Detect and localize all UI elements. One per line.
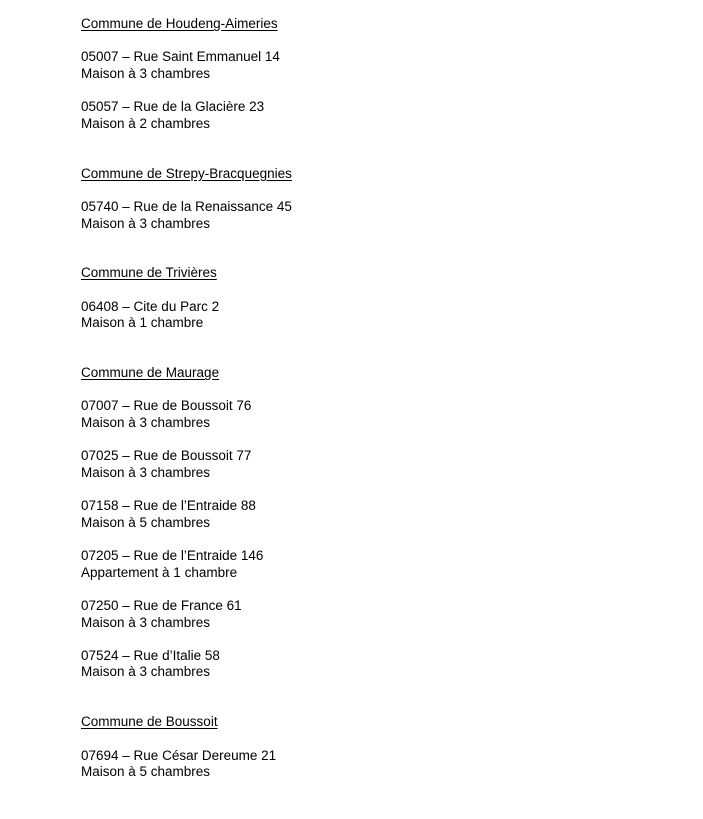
commune-title: Commune de Maurage (81, 365, 220, 381)
commune-title: Commune de Trivières (81, 265, 217, 281)
property-type: Maison à 3 chambres (81, 664, 211, 680)
property-address: 07158 – Rue de l’Entraide 88 (81, 498, 256, 514)
property-entry (81, 498, 681, 531)
commune-title: Commune de Houdeng-Aimeries (81, 16, 278, 31)
commune-section (81, 365, 681, 681)
commune-title: Commune de Boussoit (81, 714, 218, 730)
commune-section (81, 714, 681, 780)
document-body (81, 16, 681, 781)
property-type: Maison à 3 chambres (81, 415, 211, 431)
property-address: 07007 – Rue de Boussoit 76 (81, 398, 252, 414)
commune-title: Commune de Strepy-Bracquegnies (81, 165, 292, 181)
property-type: Maison à 3 chambres (81, 614, 211, 630)
property-address: 05740 – Rue de la Renaissance 45 (81, 198, 292, 214)
property-address: 07205 – Rue de l’Entraide 146 (81, 548, 264, 564)
property-type: Maison à 3 chambres (81, 464, 211, 480)
property-entry (81, 748, 681, 781)
property-type: Maison à 3 chambres (81, 215, 211, 231)
property-entry (81, 448, 681, 481)
property-address: 07025 – Rue de Boussoit 77 (81, 448, 252, 464)
property-entry (81, 598, 681, 631)
property-address: 06408 – Cite du Parc 2 (81, 298, 220, 314)
property-entry (81, 199, 681, 232)
commune-section (81, 265, 681, 331)
commune-section (81, 16, 681, 132)
property-address: 07694 – Rue César Dereume 21 (81, 747, 277, 763)
commune-section (81, 166, 681, 232)
property-type: Maison à 1 chambre (81, 315, 204, 331)
property-entry (81, 648, 681, 681)
property-address: 07250 – Rue de France 61 (81, 597, 242, 613)
property-entry (81, 398, 681, 431)
property-type: Maison à 2 chambres (81, 115, 211, 131)
property-address: 07524 – Rue d’Italie 58 (81, 647, 220, 663)
property-entry (81, 299, 681, 332)
property-type: Maison à 3 chambres (81, 65, 211, 81)
property-type: Maison à 5 chambres (81, 514, 211, 530)
property-type: Maison à 5 chambres (81, 764, 211, 780)
property-entry (81, 548, 681, 581)
property-entry (81, 49, 681, 82)
property-type: Appartement à 1 chambre (81, 564, 238, 580)
property-entry (81, 99, 681, 132)
property-address: 05057 – Rue de la Glacière 23 (81, 99, 265, 115)
property-address: 05007 – Rue Saint Emmanuel 14 (81, 49, 280, 65)
